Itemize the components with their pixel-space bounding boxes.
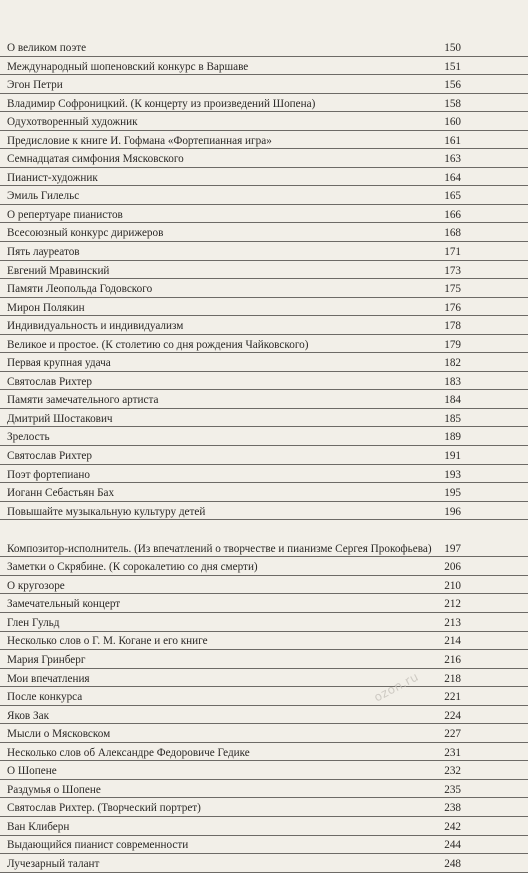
- toc-entry-page-number: 156: [444, 79, 461, 92]
- toc-entry-title: Индивидуальность и индивидуализм: [7, 320, 184, 333]
- toc-entry: [0, 669, 528, 688]
- toc-entry-title: Всесоюзный конкурс дирижеров: [7, 227, 164, 240]
- toc-entry: [0, 427, 528, 446]
- toc-entry-page-number: 165: [444, 190, 461, 203]
- toc-entry: [0, 483, 528, 502]
- toc-entry-title: Эмиль Гилельс: [7, 190, 80, 203]
- toc-entry-page-number: 191: [444, 449, 461, 462]
- toc-entry-page-number: 175: [444, 283, 461, 296]
- toc-entry: [0, 112, 528, 131]
- toc-entry-title: Одухотворенный художник: [7, 116, 138, 129]
- toc-entry-title: Раздумья о Шопене: [7, 783, 101, 796]
- toc-entry-title: Композитор-исполнитель. (Из впечатлений о творчестве и пианизме Сергея Прокофьева): [7, 542, 432, 555]
- toc-entry-title: Святослав Рихтер: [7, 449, 92, 462]
- toc-entry: [0, 57, 528, 76]
- toc-entry-page-number: 235: [444, 783, 461, 796]
- toc-entry-page-number: 197: [444, 542, 461, 555]
- table-of-contents: [0, 38, 528, 873]
- toc-entry: [0, 706, 528, 725]
- toc-entry-title: Иоганн Себастьян Бах: [7, 487, 115, 500]
- toc-entry: [0, 817, 528, 836]
- toc-entry: [0, 335, 528, 354]
- toc-entry-page-number: 168: [444, 227, 461, 240]
- toc-entry-title: О репертуаре пианистов: [7, 208, 123, 221]
- toc-entry-title: Яков Зак: [7, 709, 50, 722]
- toc-entry: [0, 168, 528, 187]
- toc-entry-page-number: 195: [444, 487, 461, 500]
- toc-entry: [0, 854, 528, 873]
- toc-entry-page-number: 216: [444, 654, 461, 666]
- toc-entry: [0, 836, 528, 855]
- toc-entry: [0, 279, 528, 298]
- toc-entry-page-number: 193: [444, 468, 461, 481]
- toc-entry-title: Владимир Софроницкий. (К концерту из произведений Шопена): [7, 97, 316, 110]
- toc-entry: [0, 94, 528, 113]
- toc-entry-title: Дмитрий Шостакович: [7, 412, 113, 425]
- toc-entry-title: Мысли о Мясковском: [7, 728, 111, 741]
- toc-entry-title: Международный шопеновский конкурс в Варшаве: [7, 60, 249, 73]
- toc-entry: [0, 780, 528, 799]
- toc-entry: [0, 261, 528, 280]
- toc-entry-title: После конкурса: [7, 691, 83, 704]
- toc-entry-page-number: 238: [444, 802, 461, 815]
- toc-entry-title: Несколько слов об Александре Федоровиче Гедике: [7, 746, 250, 759]
- toc-entry: [0, 446, 528, 465]
- toc-entry-page-number: 166: [444, 208, 461, 221]
- toc-entry: [0, 149, 528, 168]
- toc-entry-page-number: 248: [444, 858, 461, 871]
- toc-entry: [0, 761, 528, 780]
- toc-entry-page-number: 160: [444, 116, 461, 129]
- toc-entry: [0, 186, 528, 205]
- toc-entry-page-number: 244: [444, 839, 461, 852]
- toc-entry-page-number: 158: [444, 97, 461, 110]
- toc-entry: [0, 131, 528, 150]
- toc-entry: [0, 650, 528, 669]
- toc-entry-title: Памяти замечательного артиста: [7, 394, 159, 407]
- toc-entry: [0, 298, 528, 317]
- toc-entry-page-number: 231: [444, 746, 461, 759]
- toc-entry-title: Мария Гринберг: [7, 654, 86, 666]
- toc-entry: [0, 798, 528, 817]
- toc-entry-page-number: 179: [444, 338, 461, 351]
- toc-entry-page-number: 210: [444, 579, 461, 592]
- toc-entry-page-number: 184: [444, 394, 461, 407]
- toc-entry: [0, 613, 528, 632]
- toc-entry: [0, 316, 528, 335]
- toc-entry-title: Поэт фортепиано: [7, 468, 90, 481]
- toc-entry-title: Заметки о Скрябине. (К сорокалетию со дня смерти): [7, 561, 258, 574]
- toc-entry-page-number: 221: [444, 691, 461, 704]
- toc-entry-page-number: 227: [444, 728, 461, 741]
- toc-entry-title: Зрелость: [7, 431, 50, 444]
- toc-entry: [0, 594, 528, 613]
- toc-entry-title: Святослав Рихтер: [7, 375, 92, 388]
- toc-entry-title: Эгон Петри: [7, 79, 63, 92]
- toc-entry-title: О великом поэте: [7, 41, 87, 54]
- toc-entry: [0, 409, 528, 428]
- toc-entry-title: Повышайте музыкальную культуру детей: [7, 505, 206, 518]
- toc-entry-title: Памяти Леопольда Годовского: [7, 283, 153, 296]
- toc-entry-page-number: 185: [444, 412, 461, 425]
- toc-entry-title: О Шопене: [7, 765, 57, 778]
- toc-entry-title: Мирон Полякин: [7, 301, 85, 314]
- toc-entry-page-number: 214: [444, 635, 461, 648]
- toc-entry-page-number: 171: [444, 245, 461, 258]
- toc-entry: [0, 75, 528, 94]
- toc-entry-title: О кругозоре: [7, 579, 65, 592]
- toc-entry-title: Великое и простое. (К столетию со дня рождения Чайковского): [7, 338, 309, 351]
- toc-entry: [0, 632, 528, 651]
- toc-entry: [0, 502, 528, 521]
- toc-entry-title: Глен Гульд: [7, 616, 60, 629]
- toc-entry-page-number: 178: [444, 320, 461, 333]
- toc-entry: [0, 743, 528, 762]
- toc-entry: [0, 724, 528, 743]
- toc-entry: [0, 223, 528, 242]
- toc-entry: [0, 353, 528, 372]
- toc-entry-page-number: 213: [444, 616, 461, 629]
- toc-entry-title: Пять лауреатов: [7, 245, 80, 258]
- toc-entry-page-number: 161: [444, 134, 461, 147]
- toc-entry-title: Выдающийся пианист современности: [7, 839, 189, 852]
- toc-entry: [0, 465, 528, 484]
- toc-entry: [0, 520, 528, 557]
- toc-entry-page-number: 218: [444, 672, 461, 685]
- toc-entry-title: Предисловие к книге И. Гофмана «Фортепианная игра»: [7, 134, 272, 147]
- toc-entry-page-number: 173: [444, 264, 461, 277]
- toc-entry-page-number: 164: [444, 171, 461, 184]
- toc-entry-title: Лучезарный талант: [7, 858, 100, 871]
- toc-entry: [0, 390, 528, 409]
- toc-entry-page-number: 150: [444, 41, 461, 54]
- toc-entry-title: Замечательный концерт: [7, 598, 121, 611]
- toc-entry-page-number: 206: [444, 561, 461, 574]
- toc-entry: [0, 687, 528, 706]
- toc-entry: [0, 38, 528, 57]
- toc-entry: [0, 242, 528, 261]
- toc-entry-page-number: 163: [444, 153, 461, 166]
- watermark: ozon.ru: [371, 669, 421, 705]
- toc-entry-title: Пианист-художник: [7, 171, 98, 184]
- toc-entry-title: Ван Клиберн: [7, 820, 70, 833]
- toc-entry: [0, 205, 528, 224]
- toc-entry-page-number: 183: [444, 375, 461, 388]
- toc-entry: [0, 372, 528, 391]
- toc-entry-page-number: 182: [444, 357, 461, 370]
- toc-entry: [0, 576, 528, 595]
- toc-entry-page-number: 232: [444, 765, 461, 778]
- toc-entry-title: Семнадцатая симфония Мясковского: [7, 153, 184, 166]
- toc-entry-page-number: 189: [444, 431, 461, 444]
- toc-entry-page-number: 196: [444, 505, 461, 518]
- toc-entry-title: Мои впечатления: [7, 672, 90, 685]
- toc-entry: [0, 557, 528, 576]
- toc-entry-title: Несколько слов о Г. М. Когане и его книге: [7, 635, 208, 648]
- toc-entry-page-number: 176: [444, 301, 461, 314]
- toc-entry-page-number: 212: [444, 598, 461, 611]
- toc-entry-page-number: 242: [444, 820, 461, 833]
- toc-entry-page-number: 151: [444, 60, 461, 73]
- toc-entry-title: Святослав Рихтер. (Творческий портрет): [7, 802, 201, 815]
- toc-entry-title: Евгений Мравинский: [7, 264, 110, 277]
- toc-entry-page-number: 224: [444, 709, 461, 722]
- toc-entry-title: Первая крупная удача: [7, 357, 111, 370]
